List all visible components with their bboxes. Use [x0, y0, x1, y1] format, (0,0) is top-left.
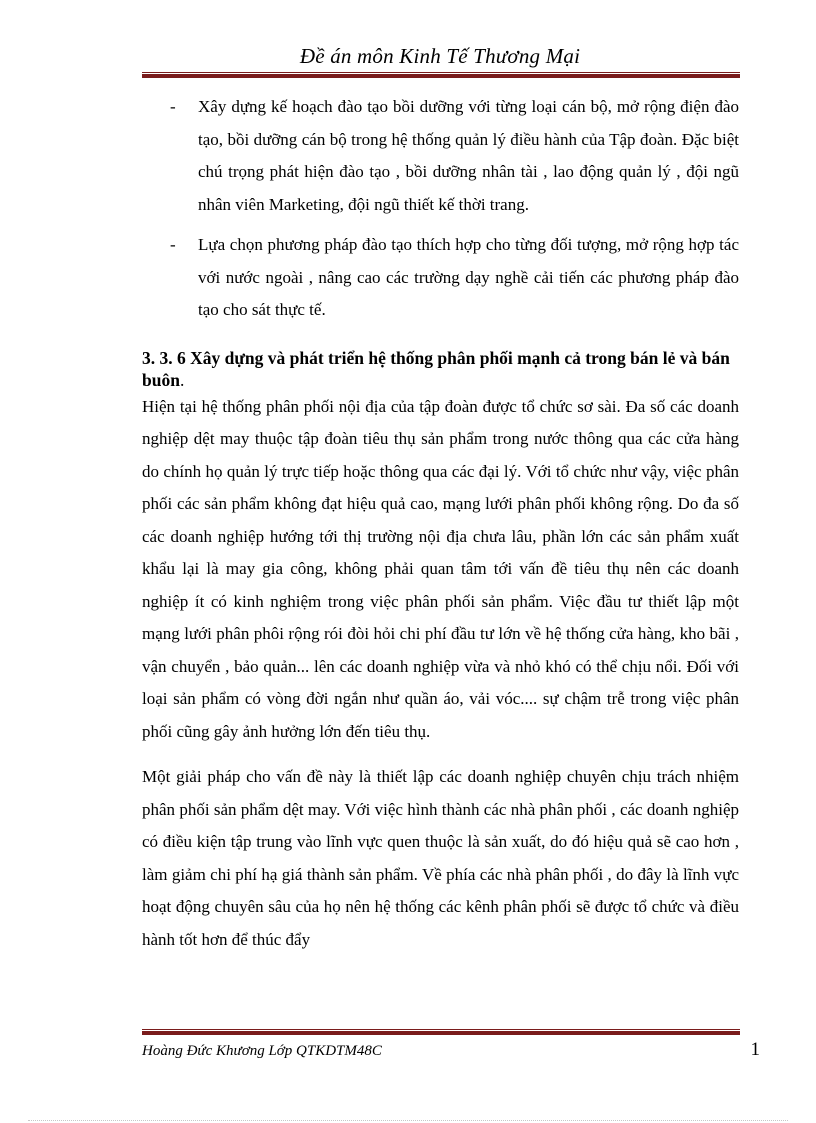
- footer-author: Hoàng Đức Khương Lớp QTKDTM48C: [142, 1043, 382, 1059]
- bullet-text: Xây dựng kế hoạch đào tạo bồi dưỡng với từng loại cán bộ, mở rộng điện đào tạo, bồi dưỡng cán bộ trong hệ thống quản lý điều hành của Tập đoàn. Đặc biệt chú trọng phát hiện đào tạo , bồi dưỡng nhân tài , lao động quản lý , đội ngũ nhân viên Marketing, đội ngũ thiết kế thời trang.: [198, 97, 739, 214]
- bullet-dash: -: [170, 235, 176, 254]
- header-divider: [142, 72, 740, 78]
- bullet-dash: -: [170, 97, 176, 116]
- document-body: [142, 91, 739, 956]
- page-header-title: Đề án môn Kinh Tế Thương Mại: [299, 44, 581, 68]
- paragraph: Một giải pháp cho vấn đề này là thiết lập các doanh nghiệp chuyên chịu trách nhiệm phân phối sản phẩm dệt may. Với việc hình thành các nhà phân phối , các doanh nghiệp có điều kiện tập trung vào lĩnh vực quen thuộc là sản xuất, do đó hiệu quả sẽ cao hơn , làm giảm chi phí hạ giá thành sản phẩm. Về phía các nhà phân phối , do đây là lĩnh vực hoạt động chuyên sâu của họ nên hệ thống các kênh phân phối sẽ được tổ chức và điều hành tốt hơn để thúc đẩy: [142, 767, 739, 949]
- bullet-item: [142, 229, 739, 327]
- bullet-item: [142, 91, 739, 221]
- footer-divider: [142, 1029, 740, 1035]
- page-number: 1: [750, 1039, 760, 1060]
- bullet-text: Lựa chọn phương pháp đào tạo thích hợp cho từng đối tượng, mở rộng hợp tác với nước ngoài , nâng cao các trường dạy nghề cải tiến các phương pháp đào tạo cho sát thực tế.: [198, 235, 739, 319]
- section-heading-period: .: [179, 369, 185, 390]
- paragraph: Hiện tại hệ thống phân phối nội địa của tập đoàn được tổ chức sơ sài. Đa số các doanh nghiệp dệt may thuộc tập đoàn tiêu thụ sản phẩm trong nước thông qua các cửa hàng do chính họ quản lý trực tiếp hoặc thông qua các đại lý. Với tổ chức như vậy, việc phân phối các sản phẩm không đạt hiệu quả cao, mạng lưới phân phối không rộng. Do đa số các doanh nghiệp hướng tới thị trường nội địa chưa lâu, phần lớn các sản phẩm xuất khẩu lại là may gia công, không phải quan tâm tới vấn đề tiêu thụ nên các doanh nghiệp ít có kinh nghiệm trong việc phân phối sản phẩm. Việc đầu tư thiết lập một mạng lưới phân phôi rộng rói đòi hỏi chi phí đầu tư lớn về hệ thống cửa hàng, kho bãi , vận chuyển , bảo quản... lên các doanh nghiệp vừa và nhỏ khó có thể chịu nổi. Đối với loại sản phẩm có vòng đời ngắn như quần áo, vải vóc.... sự chậm trễ trong việc phân phối cũng gây ảnh hưởng lớn đến tiêu thụ.: [142, 396, 739, 741]
- section-heading-text: 3. 3. 6 Xây dựng và phát triển hệ thống phân phối mạnh cả trong bán lẻ và bán buôn: [142, 347, 730, 390]
- page-bottom-border: [28, 1120, 788, 1121]
- section-heading: [142, 347, 739, 391]
